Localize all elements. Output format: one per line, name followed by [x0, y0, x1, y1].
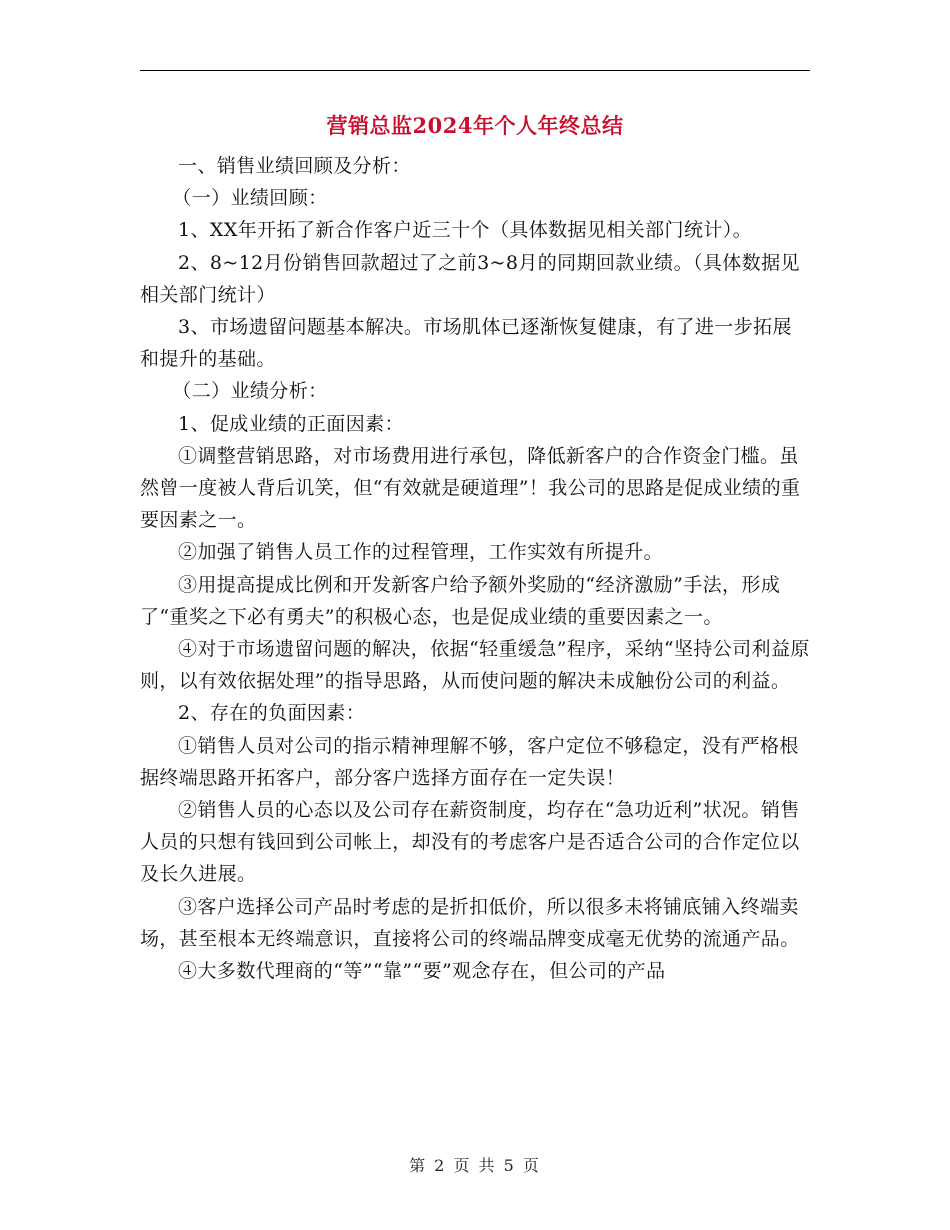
document-body	[140, 150, 810, 987]
body-paragraph: ④大多数代理商的“等”“靠”“要”观念存在，但公司的产品	[178, 960, 666, 983]
body-paragraph: 1、促成业绩的正面因素：	[178, 412, 404, 435]
body-paragraph: 1、XX年开拓了新合作客户近三十个（具体数据见相关部门统计）。	[178, 219, 753, 242]
body-paragraph: ③客户选择公司产品时考虑的是折扣低价，所以很多未将铺底铺入终端卖场，甚至根本无终端意识，直接将公司的终端品牌变成毫无优势的流通产品。	[140, 895, 800, 950]
body-paragraph: （一）业绩回顾：	[172, 187, 328, 210]
body-paragraph: ①调整营销思路，对市场费用进行承包，降低新客户的合作资金门槛。虽然曾一度被人背后讥笑，但“有效就是硬道理”！我公司的思路是促成业绩的重要因素之一。	[140, 444, 801, 532]
document-title: 营销总监2024年个人年终总结	[326, 113, 624, 138]
body-paragraph: ④对于市场遗留问题的解决，依据“轻重缓急”程序，采纳“坚持公司利益原则，以有效依据处理”的指导思路，从而使问题的解决未成触份公司的利益。	[140, 638, 810, 693]
body-paragraph: 3、市场遗留问题基本解决。市场肌体已逐渐恢复健康，有了进一步拓展和提升的基础。	[140, 316, 792, 371]
body-paragraph: ②销售人员的心态以及公司存在薪资制度，均存在“急功近利”状况。销售人员的只想有钱回到公司帐上，却没有的考虑客户是否适合公司的合作定位以及长久进展。	[140, 799, 800, 886]
body-paragraph: 2、存在的负面因素：	[178, 702, 366, 725]
body-paragraph: ③用提高提成比例和开发新客户给予额外奖励的“经济激励”手法，形成了“重奖之下必有勇夫”的积极心态，也是促成业绩的重要因素之一。	[140, 573, 781, 628]
body-paragraph: ①销售人员对公司的指示精神理解不够，客户定位不够稳定，没有严格根据终端思路开拓客户，部分客户选择方面存在一定失误！	[140, 734, 799, 789]
page-footer: 第 2 页 共 5 页	[409, 1156, 541, 1175]
body-paragraph: 2、8~12月份销售回款超过了之前3~8月的同期回款业绩。（具体数据见相关部门统计）	[140, 251, 800, 306]
body-paragraph: 一、销售业绩回顾及分析：	[178, 155, 411, 177]
body-paragraph: （二）业绩分析：	[172, 380, 328, 403]
body-paragraph: ②加强了销售人员工作的过程管理，工作实效有所提升。	[178, 541, 664, 564]
header-rule	[140, 70, 810, 71]
